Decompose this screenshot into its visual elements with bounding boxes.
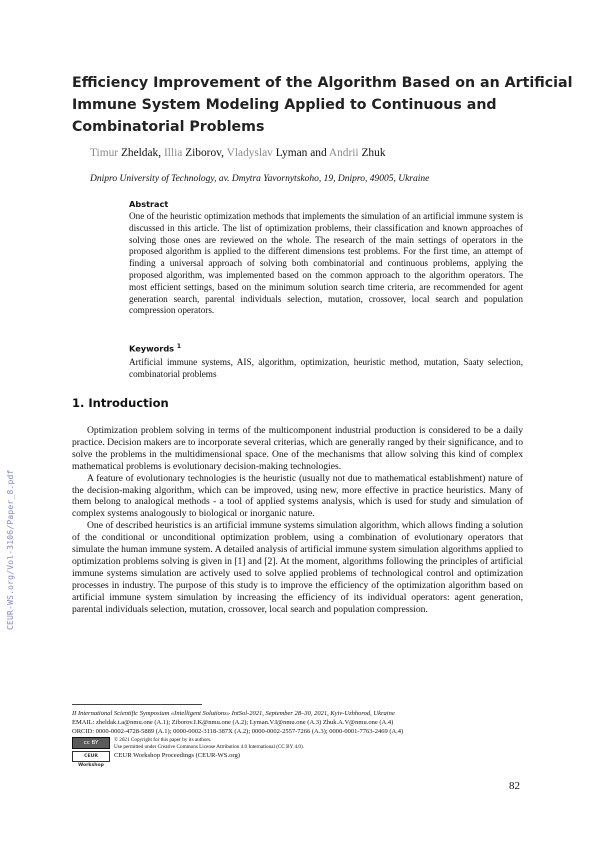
copyright-text: © 2021 Copyright for this paper by its authors. — [114, 737, 212, 743]
author-and: and — [310, 147, 327, 159]
section-heading-introduction: 1. Introduction — [72, 396, 169, 410]
abstract-text: One of the heuristic optimization methods that implements the simulation of an artificial immune system is discussed in this article. The list of optimization problems, their classification and known approaches of solving those ones are reviewed on the whole. The research of the main settings of operators in the proposed algorithm is applied to the different dimensions test problems. For the first time, an attempt of finding a universal approach of solving both combinatorial and continuous problems, applying the proposed algorithm, was implemented based on the common approach to the algorithm operators. The most efficient settings, based on the minimum solution search time criteria, are recommended for agent generation search, parental individuals selection, mutation, crossover, local search and population compression operators. — [129, 211, 523, 316]
paragraph-2: A feature of evolutionary technologies is the heuristic (usually not due to mathematical establishment) nature of the decision-making algorithm, which can be improved, using new, more effective in practice heuristics. Many of them belong to analogical methods - a tool of applied systems analysis, which is used for study and simulation of complex systems analogously to biological or inorganic nature. — [72, 472, 523, 520]
side-url-stamp: CEUR-WS.org/Vol-3106/Paper_8.pdf — [6, 469, 15, 630]
author-2-first: Illia — [163, 147, 183, 159]
orcid-list: 0000-0002-4728-5889 (A.1); 0000-0002-3118-387X (A.2); 0000-0002-2557-7266 (A.3); 0000-0001-7763-2469 (A.4) — [95, 728, 404, 735]
author-4-last: Zhuk — [361, 147, 386, 159]
author-1-last: Zheldak, — [120, 147, 162, 159]
introduction-body — [72, 425, 523, 616]
title-line-3: Combinatorial Problems — [72, 119, 265, 135]
keywords-text: Artificial immune systems, AIS, algorithm, optimization, heuristic method, mutation, Saaty selection, combinatorial problems — [129, 357, 523, 379]
cc-by-license-icon: cc BY — [72, 737, 110, 749]
keywords-heading — [129, 343, 181, 354]
author-2-last: Ziborov, — [185, 147, 224, 159]
footnote-rule — [72, 704, 202, 705]
abstract-heading: Abstract — [129, 199, 169, 209]
author-list — [90, 147, 386, 159]
ceur-proceedings: CEUR Workshop Proceedings (CEUR-WS.org) — [114, 752, 240, 759]
footnote-orcid — [72, 728, 403, 735]
page-number: 82 — [509, 780, 520, 792]
author-1-first: Timur — [90, 147, 119, 159]
author-3-first: Vladyslav — [226, 147, 273, 159]
author-4-first: Andrii — [328, 147, 359, 159]
title-line-1: Efficiency Improvement of the Algorithm Based on an Artificial — [72, 75, 573, 91]
footnote-event: II International Scientific Symposium «Intelligent Solutions» IntSol-2021, September 28–30, 2021, Kyiv-Uzhhorod, Ukraine — [72, 710, 395, 717]
paper-title — [72, 72, 573, 138]
footnote-email: EMAIL: zheldak.t.a@nmu.one (A.1); Ziborov.I.K@nmu.one (A.2); Lyman.V.I@nmu.one (A.3) Zhuk.A.V@nmu.one (A.4) — [72, 719, 394, 726]
keywords-heading-text: Keywords — [129, 343, 175, 354]
title-line-2: Immune System Modeling Applied to Continuous and — [72, 97, 497, 113]
license-text: Use permitted under Creative Commons License Attribution 4.0 International (CC BY 4.0). — [114, 744, 304, 750]
paragraph-1: Optimization problem solving in terms of the multicomponent industrial production is considered to be a daily practice. Decision makers are to incorporate several criterias, which are generally ranged by their significance, and to solve the problems in the multidimensional space. One of the mechanisms that allow solving this kind of complex mathematical problems is evolutionary decision-making technologies. — [72, 425, 523, 472]
affiliation: Dnipro University of Technology, av. Dmytra Yavornytskoho, 19, Dnipro, 49005, Ukraine — [90, 174, 430, 184]
paragraph-3: One of described heuristics is an artificial immune systems simulation algorithm, which allows finding a solution of the conditional or unconditional optimization problem, using a combination of evolutionary operators that simulate the human immune system. A detailed analysis of artificial immune system simulation algorithms applied to optimization problems solving is given in [1] and [2]. At the moment, algorithms following the principles of artificial immune systems simulation are actively used to solve applied problems of technological control and optimization processes in industry. The purpose of this study is to improve the efficiency of the optimization algorithm based on artificial immune system simulation by increasing the efficiency of its individual operators: agent generation, parental individuals selection, mutation, crossover, local search and population compression. — [72, 520, 523, 615]
orcid-label: ORCID: — [72, 728, 95, 735]
ceur-ws-logo-icon: CEUR Workshop — [72, 751, 110, 762]
keywords-footnote-mark: 1 — [176, 343, 182, 350]
author-3-last: Lyman — [275, 147, 308, 159]
